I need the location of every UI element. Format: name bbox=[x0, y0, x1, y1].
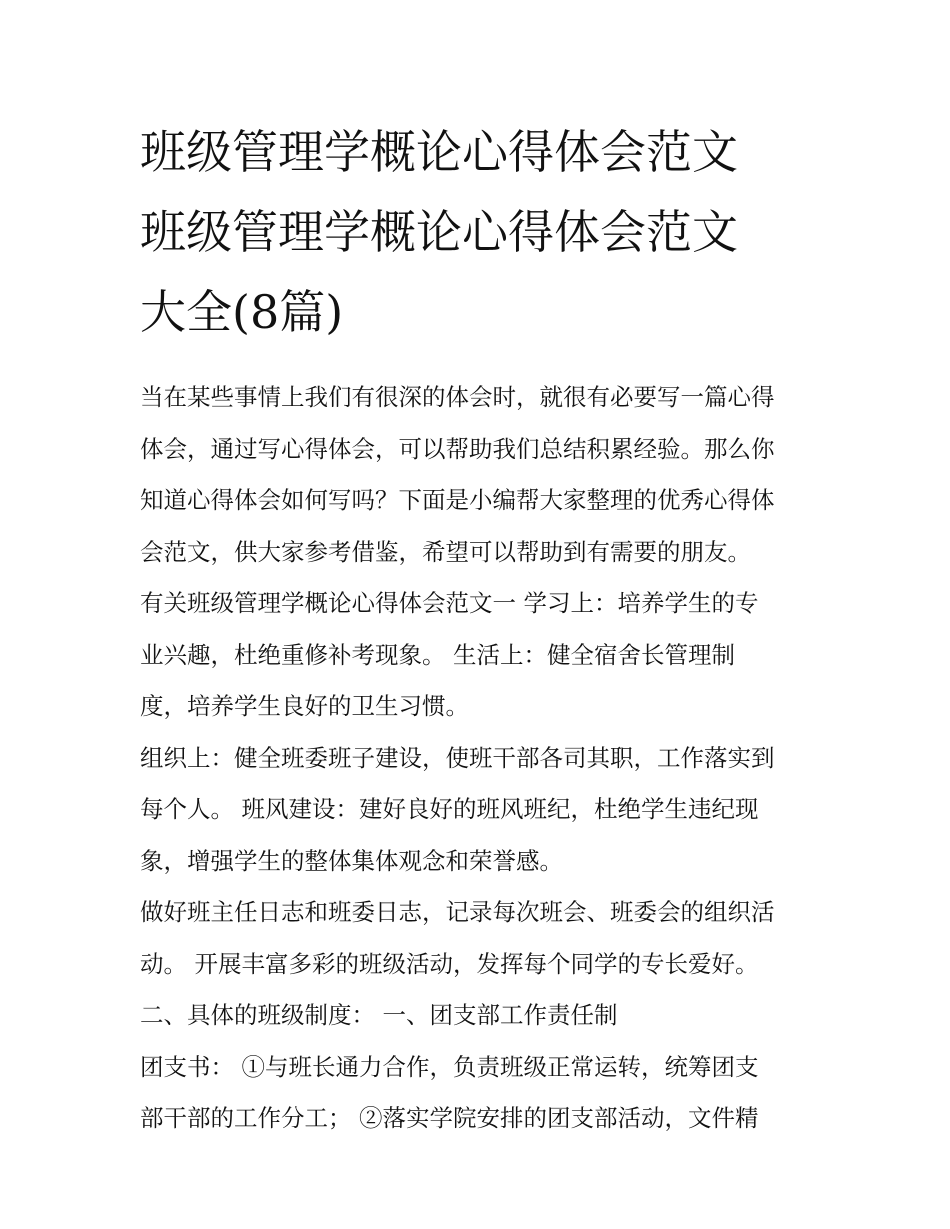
title-line: 大全(8篇) bbox=[140, 285, 344, 339]
text-line: 团支书： ①与班长通力合作，负责班级正常运转，统筹团支 bbox=[140, 1052, 759, 1081]
text-line: 每个人。 班风建设：建好良好的班风班纪，杜绝学生违纪现 bbox=[140, 795, 759, 823]
text-line: 会范文，供大家参考借鉴，希望可以帮助到有需要的朋友。 bbox=[140, 537, 751, 566]
document-body bbox=[140, 372, 820, 1145]
paragraph-heading-system bbox=[140, 990, 820, 1042]
text-line: 做好班主任日志和班委日志，记录每次班会、班委会的组织活 bbox=[140, 898, 775, 926]
document-page bbox=[140, 112, 820, 1145]
title-line: 班级管理学概论心得体会范文 bbox=[140, 125, 738, 179]
paragraph-intro bbox=[140, 372, 820, 578]
text-line: 当在某些事情上我们有很深的体会时，就很有必要写一篇心得 bbox=[140, 383, 775, 411]
paragraph-league-secretary bbox=[140, 1042, 820, 1145]
text-line: 有关班级管理学概论心得体会范文一 学习上：培养学生的专 bbox=[140, 589, 759, 617]
title-line: 班级管理学概论心得体会范文 bbox=[140, 205, 738, 259]
text-line: 度，培养学生良好的卫生习惯。 bbox=[140, 692, 469, 720]
text-line: 体会，通过写心得体会，可以帮助我们总结积累经验。那么你 bbox=[140, 434, 775, 463]
text-line: 知道心得体会如何写吗？下面是小编帮大家整理的优秀心得体 bbox=[140, 486, 775, 514]
paragraph-study-life bbox=[140, 578, 820, 733]
text-line: 业兴趣，杜绝重修补考现象。 生活上：健全宿舍长管理制 bbox=[140, 640, 735, 669]
document-title bbox=[140, 112, 820, 352]
text-line: 组织上：健全班委班子建设，使班干部各司其职，工作落实到 bbox=[140, 743, 775, 772]
text-line: 二、具体的班级制度： 一、团支部工作责任制 bbox=[140, 1001, 618, 1029]
paragraph-organization bbox=[140, 733, 820, 888]
text-line: 动。 开展丰富多彩的班级活动，发挥每个同学的专长爱好。 bbox=[140, 949, 759, 978]
text-line: 象，增强学生的整体集体观念和荣誉感。 bbox=[140, 846, 563, 875]
paragraph-activities bbox=[140, 887, 820, 990]
text-line: 部干部的工作分工； ②落实学院安排的团支部活动，文件精 bbox=[140, 1104, 759, 1132]
